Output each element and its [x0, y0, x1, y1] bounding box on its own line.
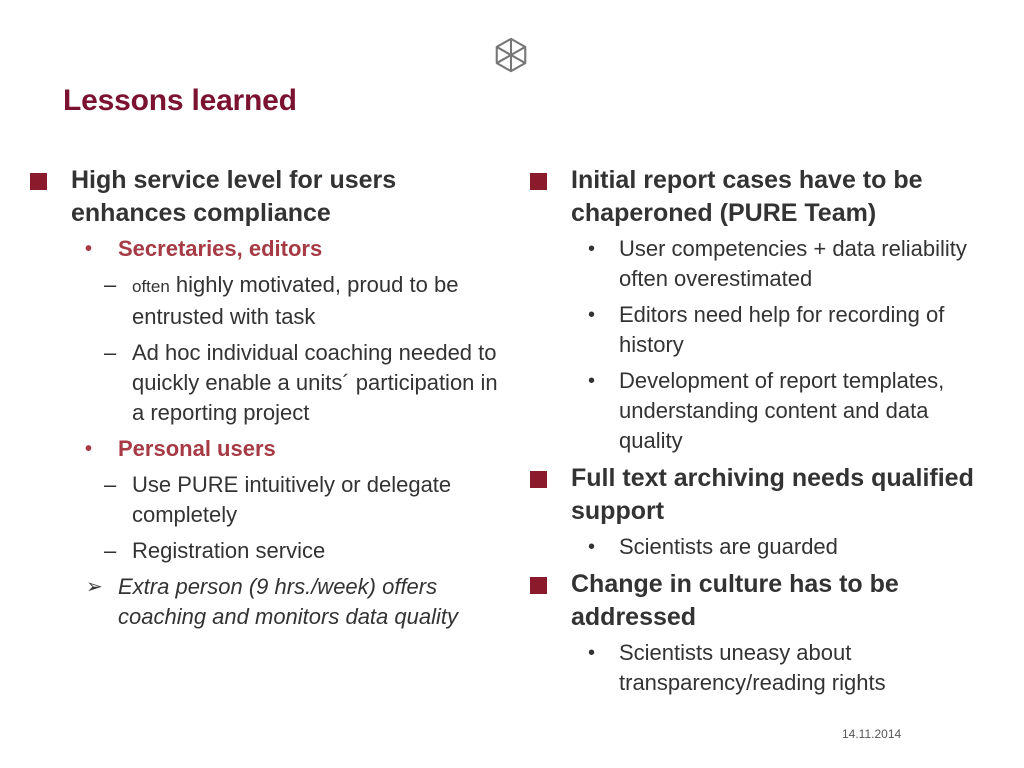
item-prefix: often	[132, 277, 170, 296]
right-column	[530, 164, 990, 704]
list-item	[30, 270, 500, 332]
dash-bullet-icon: –	[104, 538, 117, 563]
list-item	[30, 536, 500, 566]
item-text: Ad hoc individual coaching needed to quickly enable a units´ participation in a reporting project	[132, 340, 498, 425]
left-column	[30, 164, 500, 632]
dot-bullet-icon: •	[588, 642, 596, 664]
item-text: Use PURE intuitively or delegate completely	[132, 472, 452, 527]
group-label: Personal users	[118, 436, 276, 461]
list-item	[530, 532, 990, 562]
hexagon-cube-logo-icon	[492, 36, 530, 74]
square-bullet-icon	[530, 173, 547, 190]
item-text: Development of report templates, understanding content and data quality	[619, 368, 945, 453]
item-text: highly motivated, proud to be entrusted with task	[132, 272, 459, 329]
dot-bullet-icon: •	[588, 370, 596, 392]
square-bullet-icon	[530, 577, 547, 594]
dot-bullet-icon: •	[85, 438, 93, 460]
section-heading-text: Full text archiving needs qualified support	[571, 464, 974, 525]
arrowhead-bullet-icon: ➢	[86, 576, 103, 598]
group-secretaries-editors	[30, 234, 500, 264]
item-text: Scientists are guarded	[619, 534, 838, 559]
dash-bullet-icon: –	[104, 472, 117, 497]
item-text: Registration service	[132, 538, 326, 563]
dot-bullet-icon: •	[588, 304, 596, 326]
item-text: Editors need help for recording of history	[619, 302, 945, 357]
group-label: Secretaries, editors	[118, 236, 323, 261]
list-item	[530, 638, 990, 698]
item-text: Scientists uneasy about transparency/reading rights	[619, 640, 886, 695]
slide-date: 14.11.2014	[842, 727, 902, 741]
dash-bullet-icon: –	[104, 340, 117, 365]
item-text: User competencies + data reliability often overestimated	[619, 236, 967, 291]
dash-bullet-icon: –	[104, 272, 117, 297]
group-personal-users	[30, 434, 500, 464]
right-heading	[530, 462, 990, 528]
list-item	[30, 470, 500, 530]
slide-title: Lessons learned	[63, 84, 297, 117]
right-heading	[530, 164, 990, 230]
dot-bullet-icon: •	[588, 238, 596, 260]
list-item	[530, 300, 990, 360]
left-heading	[30, 164, 500, 230]
note-text: Extra person (9 hrs./week) offers coaching and monitors data quality	[118, 574, 458, 629]
square-bullet-icon	[30, 173, 47, 190]
dot-bullet-icon: •	[85, 238, 93, 260]
dot-bullet-icon: •	[588, 536, 596, 558]
section-heading-text: Change in culture has to be addressed	[571, 570, 899, 631]
left-heading-text: High service level for users enhances compliance	[71, 166, 397, 227]
list-item	[530, 234, 990, 294]
square-bullet-icon	[530, 471, 547, 488]
list-item	[530, 366, 990, 456]
note-item	[30, 572, 500, 632]
list-item	[30, 338, 500, 428]
section-heading-text: Initial report cases have to be chaperoned (PURE Team)	[571, 166, 923, 227]
right-heading	[530, 568, 990, 634]
